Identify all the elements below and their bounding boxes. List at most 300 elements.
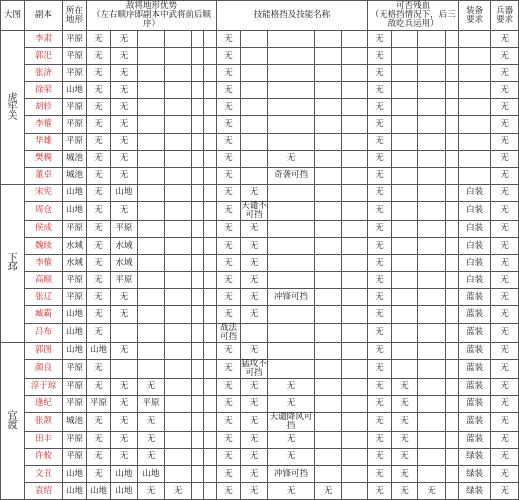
escape-cell: [392, 342, 418, 359]
skill-cell: [241, 323, 268, 342]
terrain-cell: 水域: [63, 255, 87, 272]
table-row: [1, 272, 519, 289]
enemy-advantage-cell: 无: [111, 201, 138, 220]
skill-cell: [342, 184, 368, 201]
escape-cell: [446, 431, 459, 448]
stage-name: 魏续: [25, 238, 63, 255]
enemy-advantage-cell: [192, 184, 204, 201]
escape-cell: 无: [368, 48, 392, 65]
enemy-advantage-cell: [204, 99, 217, 116]
stage-name: 张辽: [25, 289, 63, 306]
escape-cell: [418, 167, 446, 184]
terrain-cell: 平原: [63, 65, 87, 82]
enemy-advantage-cell: [204, 448, 217, 465]
skill-cell: 天谴降风可挡: [268, 412, 315, 431]
skill-cell: [241, 99, 268, 116]
enemy-advantage-cell: [165, 306, 192, 323]
enemy-advantage-cell: 无: [111, 65, 138, 82]
enemy-advantage-cell: [192, 306, 204, 323]
equip-cell: [459, 82, 491, 99]
skill-cell: 无: [217, 431, 241, 448]
skill-cell: [268, 99, 315, 116]
table-row: [1, 342, 519, 359]
skill-cell: 无: [241, 306, 268, 323]
enemy-advantage-cell: [192, 31, 204, 48]
skill-cell: [315, 65, 342, 82]
skill-cell: 猛攻不可挡: [241, 358, 267, 378]
enemy-advantage-cell: [192, 431, 204, 448]
enemy-advantage-cell: 无: [87, 289, 111, 306]
enemy-advantage-cell: [204, 378, 217, 395]
enemy-advantage-cell: [138, 255, 165, 272]
enemy-advantage-cell: [138, 99, 165, 116]
skill-cell: [342, 255, 368, 272]
escape-cell: [418, 431, 446, 448]
enemy-advantage-cell: 无: [111, 31, 138, 48]
skill-cell: 无: [241, 448, 268, 465]
skill-cell: 无: [217, 412, 241, 431]
stage-name: 吕布: [25, 323, 63, 342]
troop-cell: 无: [491, 238, 519, 255]
escape-cell: 无: [392, 395, 418, 412]
escape-cell: [392, 220, 418, 237]
skill-cell: 无: [217, 483, 241, 500]
skill-cell: [315, 99, 342, 116]
terrain-cell: 山地: [63, 201, 87, 220]
skill-cell: [315, 431, 342, 448]
escape-cell: [392, 255, 418, 272]
troop-cell: 无: [491, 184, 519, 201]
stage-name: 许攸: [25, 448, 63, 465]
enemy-advantage-cell: 水域: [111, 238, 138, 255]
troop-cell: 无: [491, 483, 519, 500]
skill-cell: [342, 150, 368, 167]
terrain-cell: 城池: [63, 150, 87, 167]
skill-cell: [241, 167, 268, 184]
terrain-cell: 平原: [63, 116, 87, 133]
enemy-advantage-cell: [204, 359, 217, 378]
terrain-cell: 平原: [63, 378, 87, 395]
escape-cell: [446, 48, 459, 65]
enemy-advantage-cell: 水域: [111, 255, 138, 272]
skill-cell: [315, 359, 342, 378]
enemy-advantage-cell: [138, 31, 165, 48]
skill-cell: 无: [268, 448, 315, 465]
escape-cell: [446, 167, 459, 184]
skill-cell: [268, 48, 315, 65]
skill-cell: [342, 306, 368, 323]
skill-cell: [342, 465, 368, 482]
escape-cell: [418, 99, 446, 116]
escape-cell: [418, 395, 446, 412]
enemy-advantage-cell: [192, 201, 204, 220]
escape-cell: 无: [392, 465, 418, 482]
enemy-advantage-cell: [192, 65, 204, 82]
enemy-advantage-cell: [165, 448, 192, 465]
enemy-advantage-cell: [204, 150, 217, 167]
skill-cell: [342, 342, 368, 359]
enemy-advantage-cell: [192, 483, 204, 500]
escape-cell: [418, 220, 446, 237]
escape-cell: [392, 323, 418, 342]
table-row: [1, 220, 519, 237]
skill-cell: [342, 82, 368, 99]
escape-cell: [446, 306, 459, 323]
skill-cell: 无: [241, 483, 268, 500]
equip-cell: 蓝装: [459, 412, 491, 431]
troop-cell: 无: [491, 150, 519, 167]
escape-cell: [446, 255, 459, 272]
escape-cell: [418, 323, 446, 342]
enemy-advantage-cell: 山地: [111, 483, 138, 500]
skill-cell: [315, 272, 342, 289]
enemy-advantage-cell: [192, 395, 204, 412]
skill-cell: 无: [217, 395, 241, 412]
header-stage: 副本: [25, 1, 63, 31]
escape-cell: [392, 359, 418, 378]
header-escape: 可否残血 （无格挡情况下，后三敌吃兵运用）: [368, 1, 459, 31]
table-row: [1, 48, 519, 65]
terrain-cell: 平原: [63, 48, 87, 65]
enemy-advantage-cell: 无: [165, 483, 192, 500]
enemy-advantage-cell: [138, 238, 165, 255]
enemy-advantage-cell: [165, 395, 192, 412]
escape-cell: [392, 65, 418, 82]
skill-cell: 无: [217, 465, 241, 482]
skill-cell: 无: [241, 431, 268, 448]
table-row: [1, 431, 519, 448]
escape-cell: [446, 184, 459, 201]
enemy-advantage-cell: 无: [87, 65, 111, 82]
terrain-cell: 平原: [63, 31, 87, 48]
skill-cell: [342, 65, 368, 82]
enemy-advantage-cell: 无: [87, 378, 111, 395]
terrain-cell: 山地: [63, 483, 87, 500]
escape-cell: [446, 412, 459, 431]
equip-cell: 白装: [459, 220, 491, 237]
escape-cell: [446, 133, 459, 150]
enemy-advantage-cell: [204, 323, 217, 342]
header-group: 大图: [1, 1, 25, 31]
skill-cell: 无: [217, 184, 241, 201]
escape-cell: [392, 99, 418, 116]
troop-cell: 无: [491, 378, 519, 395]
skill-cell: 无: [241, 238, 268, 255]
escape-cell: 无: [368, 65, 392, 82]
skill-cell: 无: [217, 359, 241, 378]
enemy-advantage-cell: 无: [111, 133, 138, 150]
skill-cell: 无: [241, 220, 268, 237]
enemy-advantage-cell: [138, 220, 165, 237]
enemy-advantage-cell: 无: [87, 359, 111, 378]
escape-cell: 无: [418, 483, 446, 500]
escape-cell: [446, 378, 459, 395]
equip-cell: [459, 150, 491, 167]
escape-cell: [392, 48, 418, 65]
skill-cell: [241, 133, 268, 150]
skill-cell: [315, 255, 342, 272]
escape-cell: 无: [368, 465, 392, 482]
table-row: [1, 255, 519, 272]
skill-cell: 无: [241, 255, 268, 272]
skill-cell: 奇袭可挡: [268, 167, 315, 184]
equip-cell: [459, 133, 491, 150]
enemy-advantage-cell: [204, 184, 217, 201]
skill-cell: 无: [217, 272, 241, 289]
equip-cell: [459, 65, 491, 82]
escape-cell: 无: [368, 378, 392, 395]
enemy-advantage-cell: 山地: [111, 465, 138, 482]
enemy-advantage-cell: 平原: [138, 395, 165, 412]
escape-cell: 无: [368, 395, 392, 412]
skill-cell: [342, 483, 368, 500]
skill-cell: [241, 116, 268, 133]
escape-cell: 无: [368, 431, 392, 448]
enemy-advantage-cell: [192, 323, 204, 342]
skill-cell: [268, 342, 315, 359]
enemy-advantage-cell: [165, 289, 192, 306]
enemy-advantage-cell: [192, 48, 204, 65]
escape-cell: [418, 48, 446, 65]
enemy-advantage-cell: [138, 306, 165, 323]
skill-cell: 无: [217, 289, 241, 306]
skill-cell: [315, 448, 342, 465]
enemy-advantage-cell: [204, 255, 217, 272]
table-row: [1, 448, 519, 465]
enemy-advantage-cell: [204, 395, 217, 412]
enemy-advantage-cell: 无: [138, 431, 165, 448]
enemy-advantage-cell: [192, 133, 204, 150]
terrain-cell: 平原: [63, 99, 87, 116]
escape-cell: [446, 448, 459, 465]
skill-cell: 无: [217, 48, 241, 65]
escape-cell: [392, 201, 418, 220]
table-row: [1, 184, 519, 201]
escape-cell: [418, 448, 446, 465]
escape-cell: [446, 99, 459, 116]
skill-cell: [315, 31, 342, 48]
equip-cell: 白装: [459, 184, 491, 201]
skill-cell: 无: [241, 412, 268, 431]
enemy-advantage-cell: [165, 378, 192, 395]
skill-cell: [342, 220, 368, 237]
enemy-advantage-cell: 无: [111, 48, 138, 65]
escape-cell: 无: [368, 306, 392, 323]
enemy-advantage-cell: 无: [87, 82, 111, 99]
stage-name: 周仓: [25, 201, 63, 220]
enemy-advantage-cell: 无: [111, 431, 138, 448]
escape-cell: [418, 150, 446, 167]
equip-cell: [459, 116, 491, 133]
enemy-advantage-cell: 无: [111, 306, 138, 323]
skill-cell: 无: [217, 448, 241, 465]
enemy-advantage-cell: [165, 31, 192, 48]
terrain-cell: 城池: [63, 412, 87, 431]
escape-cell: [446, 31, 459, 48]
escape-cell: 无: [368, 82, 392, 99]
table-row: [1, 465, 519, 482]
enemy-advantage-cell: 平原: [111, 220, 138, 237]
enemy-advantage-cell: [192, 150, 204, 167]
stage-name: 张颌: [25, 412, 63, 431]
escape-cell: [446, 323, 459, 342]
troop-cell: 无: [491, 272, 519, 289]
header-equip: 装备 要求: [459, 1, 491, 31]
enemy-advantage-cell: [165, 412, 192, 431]
escape-cell: 无: [368, 150, 392, 167]
skill-cell: 无: [217, 220, 241, 237]
escape-cell: [392, 184, 418, 201]
skill-cell: [315, 306, 342, 323]
equip-cell: 蓝装: [459, 306, 491, 323]
enemy-advantage-cell: 无: [87, 272, 111, 289]
equip-cell: 绿装: [459, 448, 491, 465]
skill-cell: 无: [217, 238, 241, 255]
skill-cell: [315, 201, 342, 220]
escape-cell: [392, 150, 418, 167]
enemy-advantage-cell: 无: [87, 201, 111, 220]
stage-name: 华雄: [25, 133, 63, 150]
troop-cell: 无: [491, 220, 519, 237]
skill-cell: 无: [217, 31, 241, 48]
skill-cell: [241, 65, 268, 82]
enemy-advantage-cell: [165, 220, 192, 237]
escape-cell: [418, 255, 446, 272]
enemy-advantage-cell: [165, 99, 192, 116]
skill-cell: [268, 82, 315, 99]
enemy-advantage-cell: [111, 359, 138, 378]
escape-cell: 无: [368, 289, 392, 306]
enemy-advantage-cell: [138, 116, 165, 133]
escape-cell: [446, 395, 459, 412]
equip-cell: 白装: [459, 255, 491, 272]
header-skill: 技能格挡及技能名称: [217, 1, 368, 31]
skill-cell: [342, 431, 368, 448]
table-row: [1, 378, 519, 395]
equip-cell: 蓝装: [459, 342, 491, 359]
table-row: [1, 289, 519, 306]
enemy-advantage-cell: 无: [87, 220, 111, 237]
troop-cell: 无: [491, 359, 519, 378]
stage-name: 郭汜: [25, 48, 63, 65]
equip-cell: 白装: [459, 238, 491, 255]
enemy-advantage-cell: 无: [111, 289, 138, 306]
escape-cell: 无: [368, 412, 392, 431]
enemy-advantage-cell: [165, 342, 192, 359]
enemy-advantage-cell: [138, 150, 165, 167]
skill-cell: [342, 201, 368, 220]
enemy-advantage-cell: [192, 82, 204, 99]
escape-cell: 无: [368, 220, 392, 237]
escape-cell: [392, 82, 418, 99]
skill-cell: [342, 31, 368, 48]
table-row: [1, 359, 519, 378]
skill-cell: [268, 272, 315, 289]
troop-cell: 无: [491, 306, 519, 323]
skill-cell: [342, 323, 368, 342]
enemy-advantage-cell: 无: [111, 116, 138, 133]
table-row: [1, 150, 519, 167]
skill-cell: [315, 465, 342, 482]
enemy-advantage-cell: 无: [111, 448, 138, 465]
skill-cell: [268, 220, 315, 237]
escape-cell: [446, 238, 459, 255]
skill-cell: [268, 201, 315, 220]
enemy-advantage-cell: 无: [87, 255, 111, 272]
enemy-advantage-cell: [165, 465, 192, 482]
skill-cell: 无: [217, 255, 241, 272]
skill-cell: [342, 378, 368, 395]
troop-cell: 无: [491, 201, 519, 220]
enemy-advantage-cell: [165, 167, 192, 184]
enemy-advantage-cell: 无: [111, 82, 138, 99]
equip-cell: 蓝装: [459, 323, 491, 342]
skill-cell: [342, 167, 368, 184]
escape-cell: [418, 289, 446, 306]
escape-cell: [418, 238, 446, 255]
skill-cell: [342, 395, 368, 412]
enemy-advantage-cell: [204, 220, 217, 237]
enemy-advantage-cell: [138, 359, 165, 378]
enemy-advantage-cell: 无: [111, 395, 138, 412]
enemy-advantage-cell: [204, 306, 217, 323]
enemy-advantage-cell: [204, 272, 217, 289]
group-cell: 虎 牢 关: [1, 31, 25, 185]
escape-cell: 无: [368, 167, 392, 184]
skill-cell: [268, 255, 315, 272]
enemy-advantage-cell: [192, 465, 204, 482]
table-row: [1, 238, 519, 255]
enemy-advantage-cell: 无: [87, 431, 111, 448]
enemy-advantage-cell: 无: [87, 99, 111, 116]
enemy-advantage-cell: [165, 255, 192, 272]
skill-cell: [241, 150, 268, 167]
equip-cell: 蓝装: [459, 378, 491, 395]
escape-cell: [418, 359, 446, 378]
table-row: [1, 31, 519, 48]
stage-name: 徐荣: [25, 82, 63, 99]
enemy-advantage-cell: 无: [87, 184, 111, 201]
enemy-advantage-cell: [138, 201, 165, 220]
stage-name: 臧霸: [25, 306, 63, 323]
equip-cell: [459, 167, 491, 184]
escape-cell: [418, 272, 446, 289]
enemy-advantage-cell: 无: [87, 306, 111, 323]
table-row: [1, 133, 519, 150]
skill-cell: [315, 167, 342, 184]
enemy-advantage-cell: 无: [87, 238, 111, 255]
troop-cell: 无: [491, 48, 519, 65]
skill-cell: [315, 412, 342, 431]
escape-cell: 无: [368, 99, 392, 116]
stage-name: 逢纪: [25, 395, 63, 412]
equip-cell: 绿装: [459, 483, 491, 500]
stage-name: 胡轸: [25, 99, 63, 116]
skill-cell: [315, 342, 342, 359]
skill-cell: 无: [241, 342, 268, 359]
skill-cell: [315, 238, 342, 255]
skill-cell: [342, 448, 368, 465]
skill-cell: 无: [241, 289, 268, 306]
enemy-advantage-cell: 无: [87, 412, 111, 431]
enemy-advantage-cell: 山地: [138, 465, 165, 482]
stage-name: 袁绍: [25, 483, 63, 500]
escape-cell: [446, 201, 459, 220]
enemy-advantage-cell: 无: [87, 323, 111, 342]
escape-cell: [446, 116, 459, 133]
header-troop: 兵器 要求: [491, 1, 519, 31]
equip-cell: 蓝装: [459, 359, 491, 378]
